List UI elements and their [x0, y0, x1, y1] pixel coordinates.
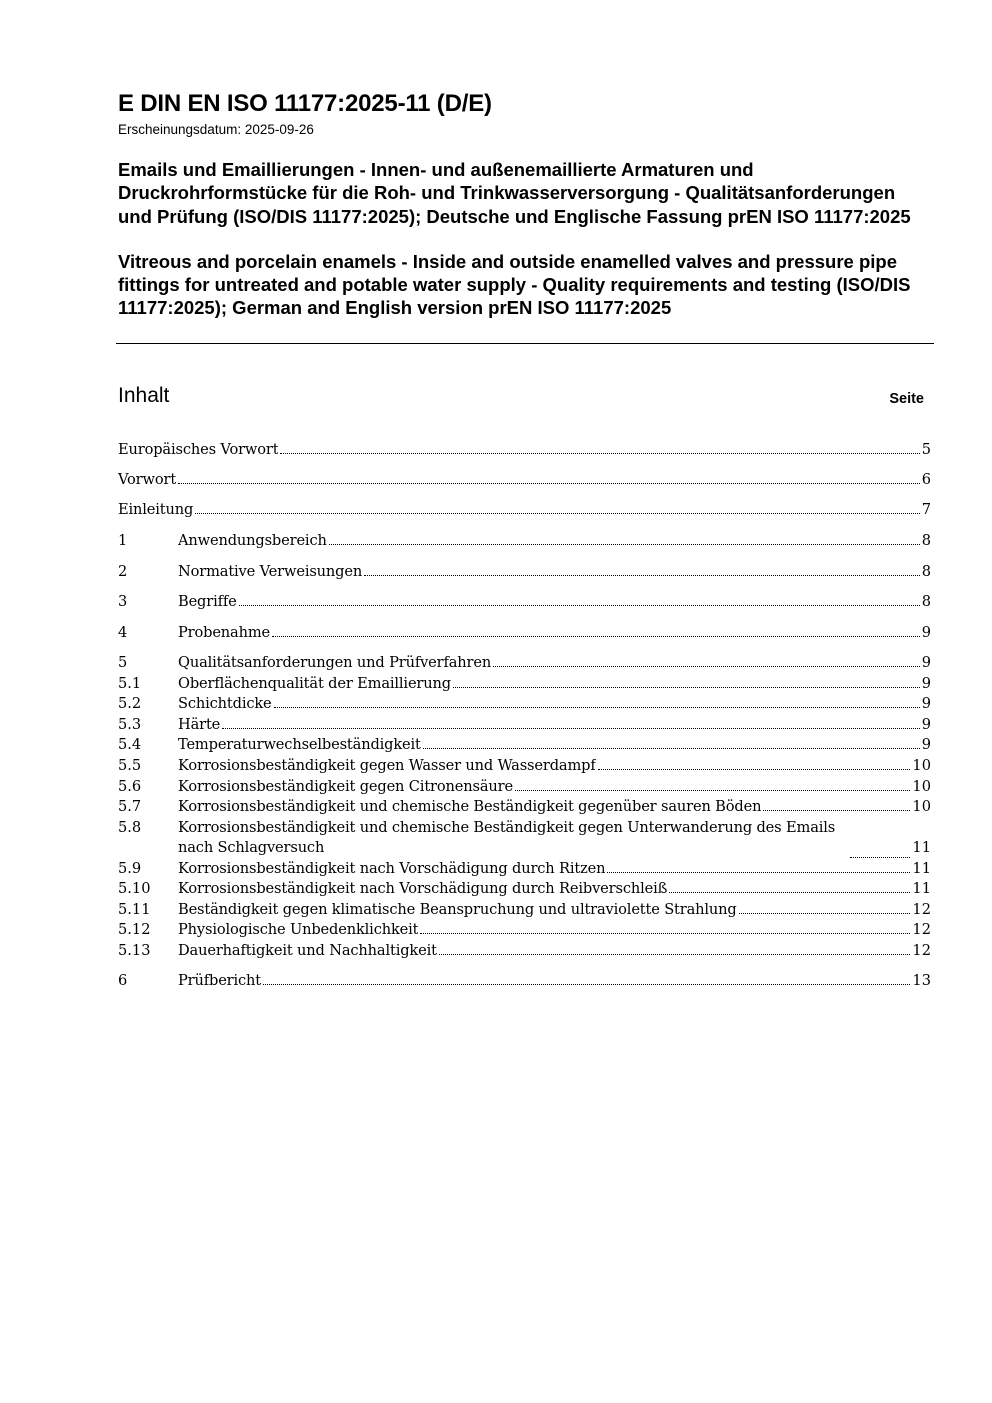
- toc-entry-number: 5.9: [118, 860, 142, 877]
- toc-entry-title: Korrosionsbeständigkeit nach Vorschädigung durch Reibverschleiß: [178, 880, 668, 897]
- toc-dot-leader: [239, 596, 920, 606]
- toc-entry-page: 9: [921, 716, 931, 733]
- toc-entry[interactable]: [118, 715, 931, 735]
- document-id: E DIN EN ISO 11177:2025-11 (D/E): [118, 90, 492, 117]
- toc-entry-number: 5.6: [118, 778, 142, 795]
- toc-entry-title: Begriffe: [178, 593, 237, 610]
- toc-entry-page: 13: [912, 972, 931, 989]
- toc-entry-number: 5.3: [118, 716, 142, 733]
- toc-entry[interactable]: [118, 653, 931, 673]
- toc-dot-leader: [329, 535, 920, 545]
- toc-entry-title: Prüfbericht: [178, 972, 262, 989]
- toc-dot-leader: [280, 444, 919, 454]
- toc-dot-leader: [439, 945, 911, 955]
- toc-entry[interactable]: [118, 859, 931, 879]
- toc-entry-number: 4: [118, 624, 128, 641]
- title-german: Emails und Emaillierungen - Innen- und außenemaillierte Armaturen und Druckrohrformstücke für die Roh- und Trinkwasserversorgung - Qualitätsanforderungen und Prüfung (ISO/DIS 11177:2025); Deutsche und Englische Fassung prEN ISO 11177:2025: [118, 159, 911, 227]
- toc-entry-page: 9: [921, 736, 931, 753]
- toc-entry[interactable]: [118, 694, 931, 714]
- toc-entry-title: Vorwort: [118, 471, 177, 488]
- toc-dot-leader: [453, 678, 920, 688]
- toc-entry-title: Einleitung: [118, 501, 194, 518]
- publication-date: Erscheinungsdatum: 2025-09-26: [118, 122, 314, 137]
- toc-entry-title: Korrosionsbeständigkeit nach Vorschädigung durch Ritzen: [178, 860, 606, 877]
- toc-entry-number: 5.2: [118, 695, 142, 712]
- toc-entry[interactable]: [118, 941, 931, 961]
- toc-entry-page: 8: [921, 593, 931, 610]
- toc-entry-title: Qualitätsanforderungen und Prüfverfahren: [178, 654, 492, 671]
- toc-entry-number: 5.8: [118, 819, 142, 836]
- title-english: Vitreous and porcelain enamels - Inside and outside enamelled valves and pressure pipe fittings for untreated and potable water supply - Quality requirements and testing (ISO/DIS 11177:2025); German and English version prEN ISO 11177:2025: [118, 250, 911, 319]
- toc-entry-page: 8: [921, 532, 931, 549]
- toc-dot-leader: [850, 848, 910, 858]
- toc-entry-title: Beständigkeit gegen klimatische Beanspruchung und ultraviolette Strahlung: [178, 901, 737, 918]
- toc-entry[interactable]: [118, 920, 931, 940]
- toc-entry-number: 5.11: [118, 901, 151, 918]
- toc-entry-title: Anwendungsbereich: [178, 532, 327, 549]
- toc-entry-number: 6: [118, 972, 128, 989]
- toc-entry-title: Dauerhaftigkeit und Nachhaltigkeit: [178, 942, 437, 959]
- toc-entry-page: 9: [921, 695, 931, 712]
- toc-entry-page: 6: [921, 471, 931, 488]
- toc-entry[interactable]: [118, 440, 931, 460]
- toc-entry-number: 5.10: [118, 880, 151, 897]
- toc-entry[interactable]: [118, 531, 931, 551]
- toc-entry-page: 10: [912, 778, 931, 795]
- toc-page-label: Seite: [889, 391, 924, 407]
- toc-entry[interactable]: [118, 756, 931, 776]
- toc-dot-leader: [195, 504, 920, 514]
- toc-entry-page: 11: [912, 880, 931, 897]
- toc-dot-leader: [493, 657, 920, 667]
- toc-entry[interactable]: [118, 674, 931, 694]
- toc-entry[interactable]: [118, 879, 931, 899]
- table-of-contents: [118, 0, 931, 1403]
- toc-entry-title: Härte: [178, 716, 221, 733]
- toc-dot-leader: [263, 975, 910, 985]
- toc-entry-title: Probenahme: [178, 624, 271, 641]
- toc-entry[interactable]: [118, 562, 931, 582]
- toc-entry-page: 10: [912, 798, 931, 815]
- toc-entry-page: 9: [921, 624, 931, 641]
- toc-entry-page: 9: [921, 675, 931, 692]
- toc-heading: Inhalt: [118, 384, 170, 407]
- toc-dot-leader: [364, 566, 920, 576]
- toc-entry-page: 8: [921, 563, 931, 580]
- toc-entry-title: Korrosionsbeständigkeit und chemische Beständigkeit gegen Unterwanderung des Emails nach Schlagversuch: [178, 819, 836, 856]
- toc-entry-title: Physiologische Unbedenklichkeit: [178, 921, 419, 938]
- toc-entry-page: 12: [912, 942, 931, 959]
- toc-entry[interactable]: [118, 592, 931, 612]
- toc-entry[interactable]: [118, 735, 931, 755]
- toc-dot-leader: [423, 739, 920, 749]
- toc-entry[interactable]: [118, 500, 931, 520]
- toc-entry-title: Korrosionsbeständigkeit und chemische Beständigkeit gegenüber sauren Böden: [178, 798, 762, 815]
- toc-entry-number: 5.7: [118, 798, 142, 815]
- toc-dot-leader: [274, 698, 920, 708]
- toc-dot-leader: [515, 781, 910, 791]
- toc-entry[interactable]: [118, 797, 931, 817]
- toc-dot-leader: [669, 883, 910, 893]
- toc-entry[interactable]: [118, 777, 931, 797]
- toc-entry[interactable]: [118, 470, 931, 490]
- toc-dot-leader: [607, 863, 910, 873]
- toc-entry-number: 1: [118, 532, 128, 549]
- toc-entry-title: Schichtdicke: [178, 695, 272, 712]
- toc-dot-leader: [739, 904, 911, 914]
- toc-entry-title: Korrosionsbeständigkeit gegen Citronensäure: [178, 778, 513, 795]
- toc-entry-number: 5.5: [118, 757, 142, 774]
- toc-entry-number: 5: [118, 654, 128, 671]
- toc-entry-page: 11: [912, 839, 931, 856]
- toc-dot-leader: [178, 474, 920, 484]
- toc-entry-page: 11: [912, 860, 931, 877]
- toc-entry[interactable]: [118, 971, 931, 991]
- toc-entry-number: 5.13: [118, 942, 151, 959]
- toc-entry-page: 12: [912, 901, 931, 918]
- toc-entry-page: 10: [912, 757, 931, 774]
- toc-dot-leader: [272, 627, 920, 637]
- toc-entry-page: 7: [921, 501, 931, 518]
- toc-entry-number: 5.1: [118, 675, 142, 692]
- toc-entry-page: 12: [912, 921, 931, 938]
- toc-entry-title: Oberflächenqualität der Emaillierung: [178, 675, 451, 692]
- toc-dot-leader: [763, 801, 910, 811]
- toc-entry-number: 5.12: [118, 921, 151, 938]
- toc-entry-number: 3: [118, 593, 128, 610]
- toc-entry-title: Europäisches Vorwort: [118, 441, 279, 458]
- toc-entry-page: 9: [921, 654, 931, 671]
- toc-entry[interactable]: [118, 623, 931, 643]
- toc-entry-page: 5: [921, 441, 931, 458]
- toc-dot-leader: [222, 719, 920, 729]
- toc-entry[interactable]: [118, 900, 931, 920]
- toc-entry-title: Temperaturwechselbeständigkeit: [178, 736, 421, 753]
- toc-dot-leader: [420, 924, 910, 934]
- toc-entry-title: Korrosionsbeständigkeit gegen Wasser und Wasserdampf: [178, 757, 596, 774]
- toc-entry-title: Normative Verweisungen: [178, 563, 363, 580]
- toc-entry-number: 5.4: [118, 736, 142, 753]
- toc-entry[interactable]: [118, 818, 931, 858]
- toc-dot-leader: [598, 760, 911, 770]
- toc-entry-number: 2: [118, 563, 128, 580]
